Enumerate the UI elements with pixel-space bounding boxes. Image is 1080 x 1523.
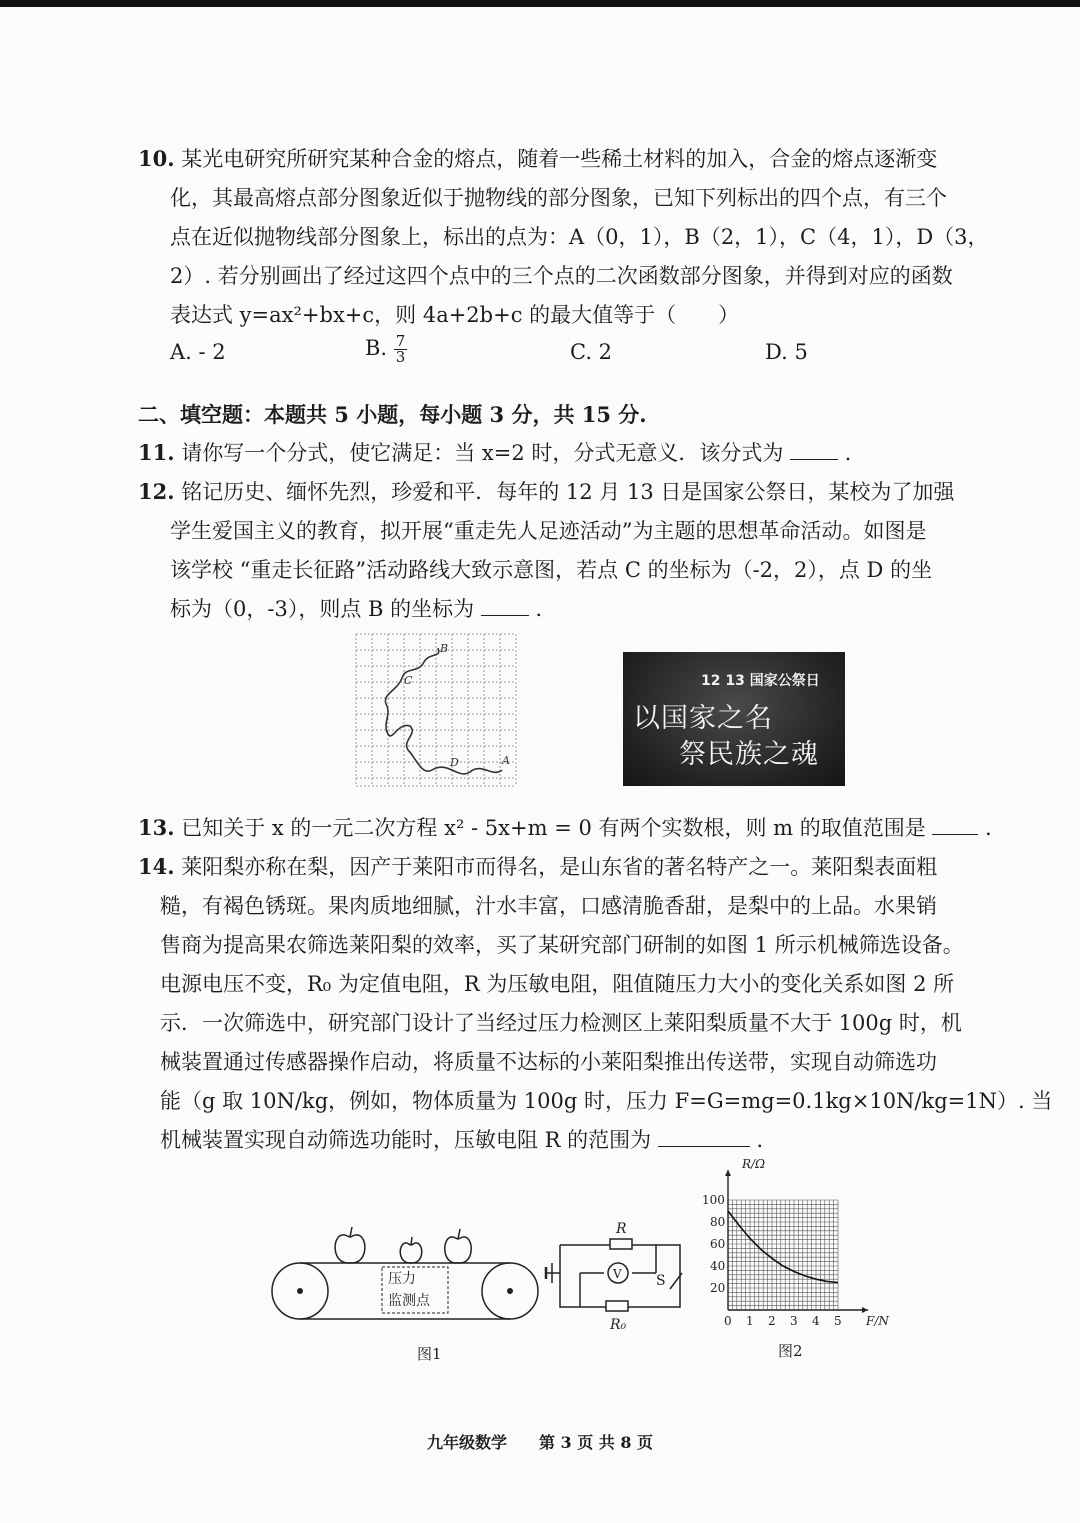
q10-line3: 点在近似抛物线部分图象上，标出的点为：A（0，1），B（2，1），C（4，1），D（3， xyxy=(170,225,989,249)
y-tick-label: 100 xyxy=(702,1193,725,1207)
q11-number: 11. xyxy=(138,440,175,465)
q14-line7: 能（g 取 10N/kg，例如，物体质量为 100g 时，压力 F=G=mg=0.1kg×10N/kg=1N）. 当 xyxy=(160,1089,1053,1113)
q10-choice-c[interactable]: C. 2 xyxy=(570,340,613,364)
q10-choice-a[interactable]: A. - 2 xyxy=(170,340,226,364)
q10-choice-d[interactable]: D. 5 xyxy=(765,340,808,364)
section-2-heading: 二、填空题：本题共 5 小题，每小题 3 分，共 15 分. xyxy=(138,402,647,427)
q10-line1: 某光电研究所研究某种合金的熔点，随着一些稀土材料的加入，合金的熔点逐渐变 xyxy=(181,147,938,171)
q10-choice-b[interactable] xyxy=(365,334,407,365)
q10-line5: 表达式 y=ax²+bx+c，则 4a+2b+c 的最大值等于（ ） xyxy=(170,303,740,327)
q12-answer-blank[interactable] xyxy=(481,597,529,616)
y-tick-label: 60 xyxy=(710,1237,726,1251)
q10-line2: 化，其最高熔点部分图象近似于抛物线的部分图象，已知下列标出的四个点，有三个 xyxy=(170,186,947,210)
q14-line6: 械装置通过传感器操作启动，将质量不达标的小莱阳梨推出传送带，实现自动筛选功 xyxy=(160,1050,937,1074)
q11-text: 请你写一个分式，使它满足：当 x=2 时，分式无意义．该分式为 xyxy=(181,441,784,465)
q10-number: 10. xyxy=(138,146,175,171)
q14-line5: 示．一次筛选中，研究部门设计了当经过压力检测区上莱阳梨质量不大于 100g 时，机 xyxy=(160,1011,962,1035)
x-tick-label: 3 xyxy=(790,1314,798,1328)
q12-number: 12. xyxy=(138,479,175,504)
pressure-zone-label-bottom: 监测点 xyxy=(388,1293,430,1309)
resistor-r0-label: R₀ xyxy=(610,1317,627,1330)
resistor-r-label: R xyxy=(616,1221,627,1237)
x-tick-label: 0 xyxy=(724,1314,732,1328)
q12-line2: 学生爱国主义的教育，拟开展“重走先人足迹活动”为主题的思想革命活动。如图是 xyxy=(170,519,927,543)
resistor-r0 xyxy=(606,1301,628,1311)
right-roller-axle xyxy=(507,1288,513,1294)
y-tick-label: 80 xyxy=(710,1215,726,1229)
left-roller-axle xyxy=(297,1288,303,1294)
apple-icon xyxy=(335,1227,471,1263)
q14-line8: 机械装置实现自动筛选功能时，压敏电阻 R 的范围为 xyxy=(160,1128,652,1152)
q14-line2: 糙，有褐色锈斑。果肉质地细腻，汁水丰富，口感清脆香甜，是梨中的上品。水果销 xyxy=(160,894,937,918)
q13-number: 13. xyxy=(138,815,175,840)
banner-date-text: 12 13 国家公祭日 xyxy=(701,673,820,689)
q14-number: 14. xyxy=(138,854,175,879)
map-label-d: D xyxy=(450,756,459,769)
y-axis-arrow xyxy=(725,1170,731,1176)
banner-line2: 祭民族之魂 xyxy=(679,739,819,770)
x-tick-label: 4 xyxy=(812,1314,820,1328)
page-footer: 九年级数学 第 3 页 共 8 页 xyxy=(426,1433,654,1452)
x-tick-label: 5 xyxy=(834,1314,842,1328)
memorial-day-banner xyxy=(623,652,845,786)
figure-1-conveyor-circuit xyxy=(270,1215,690,1330)
map-label-b: B xyxy=(440,642,449,655)
pressure-zone-label-top: 压力 xyxy=(388,1271,416,1287)
q14-answer-blank[interactable] xyxy=(658,1128,750,1147)
figure-2-caption: 图2 xyxy=(778,1342,803,1360)
y-tick-label: 40 xyxy=(710,1259,726,1273)
question-13 xyxy=(138,812,1006,842)
voltmeter-label: V xyxy=(613,1267,622,1281)
q11-end: ． xyxy=(844,441,866,465)
q10-choice-b-denominator: 3 xyxy=(395,348,406,366)
question-11 xyxy=(138,437,866,467)
q14-line3: 售商为提高果农筛选莱阳梨的效率，买了某研究部门研制的如图 1 所示机械筛选设备。 xyxy=(160,933,964,957)
q12-end: ． xyxy=(535,597,557,621)
resistor-r xyxy=(610,1239,632,1249)
q13-text: 已知关于 x 的一元二次方程 x² - 5x+m = 0 有两个实数根，则 m 的取值范围是 xyxy=(181,816,926,840)
x-axis-label: F/N xyxy=(866,1314,889,1328)
q13-end: ． xyxy=(985,816,1007,840)
x-tick-label: 2 xyxy=(768,1314,776,1328)
q14-line1: 莱阳梨亦称在梨，因产于莱阳市而得名，是山东省的著名特产之一。莱阳梨表面粗 xyxy=(181,855,938,879)
q10-choice-b-numerator: 7 xyxy=(395,332,406,350)
map-label-c: C xyxy=(404,674,413,687)
y-axis-label: R/Ω xyxy=(742,1157,766,1171)
x-tick-label: 1 xyxy=(746,1314,754,1328)
q12-line4: 标为（0，-3），则点 B 的坐标为 xyxy=(170,597,475,621)
map-label-a: A xyxy=(502,754,510,767)
figure-1-caption: 图1 xyxy=(417,1345,442,1363)
q11-answer-blank[interactable] xyxy=(790,441,838,460)
banner-line1: 以国家之名 xyxy=(633,703,773,734)
q10-line4: 2）. 若分别画出了经过这四个点中的三个点的二次函数部分图象，并得到对应的函数 xyxy=(170,264,953,288)
figure-2-resistance-chart xyxy=(690,1150,920,1335)
long-march-route-map xyxy=(352,630,520,790)
q13-answer-blank[interactable] xyxy=(932,816,978,835)
route-path xyxy=(385,648,502,774)
q14-line4: 电源电压不变，R₀ 为定值电阻，R 为压敏电阻，阻值随压力大小的变化关系如图 2 所 xyxy=(160,972,955,996)
switch-label: S xyxy=(656,1273,666,1289)
y-tick-label: 20 xyxy=(710,1281,726,1295)
q12-line3: 该学校 “重走长征路”活动路线大致示意图，若点 C 的坐标为（-2，2），点 D 的坐 xyxy=(170,558,933,582)
q14-end: ． xyxy=(756,1128,778,1152)
x-axis-arrow xyxy=(862,1307,868,1313)
q12-line1: 铭记历史、缅怀先烈，珍爱和平．每年的 12 月 13 日是国家公祭日，某校为了加强 xyxy=(181,480,955,504)
q10-choice-b-label: B. xyxy=(365,336,388,360)
q10-choice-b-fraction xyxy=(394,334,408,365)
